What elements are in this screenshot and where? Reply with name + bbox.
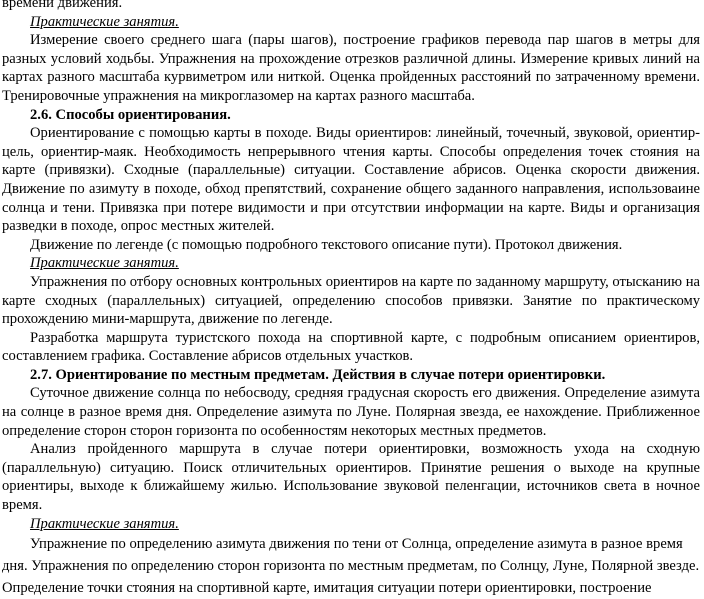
section-2-7-title: 2.7. Ориентирование по местным предметам. Действия в случае потери ориентировки.	[30, 366, 606, 383]
section-2-6-text: Ориентирование с помощью карты в походе. Виды ориентиров: линейный, точечный, звуковой, ориентир-цель, ориентир-маяк. Необходимость непрерывного чтения карты. Способы определения точек стояния на карте (привязки). Сходные (параллельные) ситуации. Составление абрисов. Оценка скорости движения. Движение по азимуту в походе, обход препятствий, сохранение общего заданного направления, использоваине солнца и тени. Привязка при потере видимости и при отсутствии информации на карте. Виды и организация разведки в походе, опрос местных жителей.	[2, 125, 700, 235]
practice-label-3: Практические занятия.	[30, 515, 179, 532]
practice-text-2b: Разработка маршрута туристского похода на спортивной карте, с подробным описанием ориентиров, составлением графика. Составление абрисов отдельных участков.	[2, 329, 700, 365]
practice-text-3-line2: дня. Упражнения по определению сторон горизонта по местным предметам, по Солнцу, Луне, Полярной звезде.	[2, 558, 700, 575]
section-2-6-text-2: Движение по легенде (с помощью подробного текстового описание пути). Протокол движения.	[30, 236, 623, 253]
practice-text-2a: Упражнения по отбору основных контрольных ориентиров на карте по заданному маршруту, отысканию на карте сходных (параллельных) ситуацией, определению способов привязки. Занятие по практическому прохождению мини-маршрута, движение по легенде.	[2, 273, 700, 328]
top-line: времени движения.	[2, 0, 123, 11]
practice-text-3-line1: Упражнение по определению азимута движения по тени от Солнца, определение азимута в разное время	[30, 536, 683, 553]
practice-label-1: Практические занятия.	[30, 13, 179, 30]
section-2-7-text-2: Анализ пройденного маршрута в случае потери ориентировки, возможность ухода на сходную (параллельную) ситуацию. Поиск отличительных ориентиров. Принятие решения о выходе на крупные ориентиры, выходе к ближайшему жилью. Использование звуковой пеленгации, источников света в ночное время.	[2, 441, 700, 514]
practice-label-2: Практические занятия.	[30, 255, 179, 272]
practice-text-1: Измерение своего среднего шага (пары шагов), построение графиков перевода пар шагов в метры для разных условий ходьбы. Упражнения на прохождение отрезков различной длины. Измерение кривых линий на картах разного масштаба курвиметром или ниткой. Оценка пройденных расстояний по затраченному времени. Тренировочные упражнения на микроглазомер на картах разного масштаба.	[2, 32, 700, 104]
section-2-6-title: 2.6. Способы ориентирования.	[30, 106, 231, 123]
section-2-7-text: Суточное движение солнца по небосводу, средняя градусная скорость его движения. Определение азимута на солнце в разное время дня. Определение азимута по Луне. Полярная звезда, ее нахождение. Приближенное определение сторон сторон горизонта по особенностям некоторых местных предметов.	[2, 385, 700, 439]
practice-text-3-line3: Определение точки стояния на спортивной карте, имитация ситуации потери ориентировки, построение	[2, 580, 652, 597]
